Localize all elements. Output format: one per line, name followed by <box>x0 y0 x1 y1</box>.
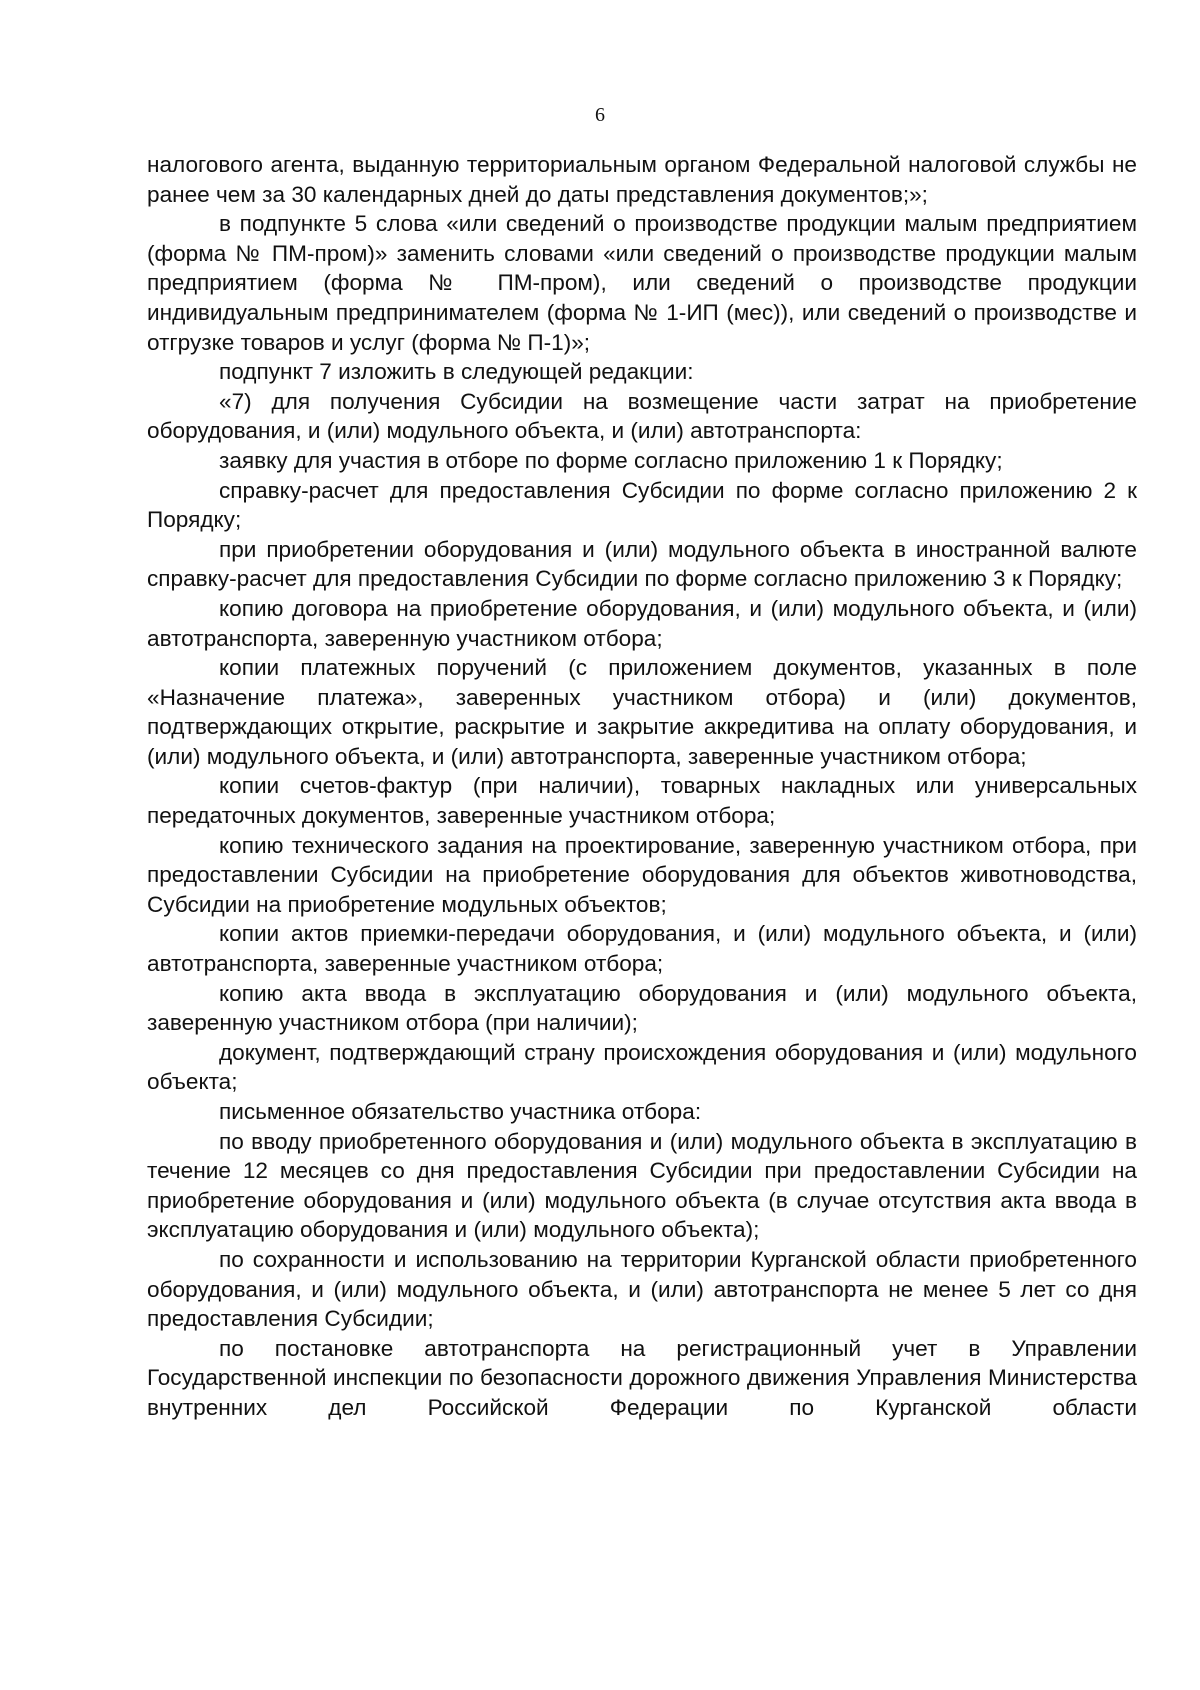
paragraph-technical-task: копию технического задания на проектирование, заверенную участником отбора, при предоставлении Субсидии на приобретение оборудования для объектов животноводства, Субсидии на приобретение модульных объектов; <box>147 832 1137 917</box>
paragraph-commissioning-obligation: по вводу приобретенного оборудования и (или) модульного объекта в эксплуатацию в течение 12 месяцев со дня предоставления Субсидии при предоставлении Субсидии на приобретение оборудования и (или) модульного объекта (в случае отсутствия акта ввода в эксплуатацию оборудования и (или) модульного объекта); <box>147 1128 1137 1243</box>
paragraph-preservation-obligation: по сохранности и использованию на территории Курганской области приобретенного оборудования, и (или) модульного объекта, и (или) автотранспорта не менее 5 лет со дня предоставления Субсидии; <box>147 1246 1137 1332</box>
paragraph-subpoint-7-intro: подпункт 7 изложить в следующей редакции: <box>219 359 694 385</box>
document-body <box>147 150 1137 1423</box>
paragraph-subpoint-5-amendment: в подпункте 5 слова «или сведений о производстве продукции малым предприятием (форма № ПМ-пром)» заменить словами «или сведений о производстве продукции малым предприятием (форма № ПМ-пром), или сведений о производстве продукции индивидуальным предпринимателем (форма № 1-ИП (мес)), или сведений о производстве и отгрузке товаров и услуг (форма № П-1)»; <box>147 211 1137 355</box>
paragraph-calculation-certificate: справку-расчет для предоставления Субсидии по форме согласно приложению 2 к Порядку; <box>147 477 1137 533</box>
paragraph-invoices: копии счетов-фактур (при наличии), товарных накладных или универсальных передаточных документов, заверенные участником отбора; <box>147 773 1137 829</box>
paragraph-foreign-currency: при приобретении оборудования и (или) модульного объекта в иностранной валюте справку-расчет для предоставления Субсидии по форме согласно приложению 3 к Порядку; <box>147 536 1137 592</box>
paragraph-contract-copy: копию договора на приобретение оборудования, и (или) модульного объекта, и (или) автотранспорта, заверенную участником отбора; <box>147 595 1137 651</box>
page-number: 6 <box>595 104 605 126</box>
paragraph-written-obligation: письменное обязательство участника отбора: <box>219 1099 702 1124</box>
paragraph-tax-agent-continuation: налогового агента, выданную территориальным органом Федеральной налоговой службы не ранее чем за 30 календарных дней до даты представления документов;»; <box>147 152 1137 207</box>
paragraph-payment-orders: копии платежных поручений (с приложением документов, указанных в поле «Назначение платежа», заверенных участником отбора) и (или) документов, подтверждающих открытие, раскрытие и закрытие аккредитива на оплату оборудования, и (или) модульного объекта, и (или) автотранспорта, заверенные участником отбора; <box>147 655 1137 769</box>
paragraph-country-of-origin: документ, подтверждающий страну происхождения оборудования и (или) модульного объекта; <box>147 1039 1137 1095</box>
paragraph-subpoint-7-heading: «7) для получения Субсидии на возмещение части затрат на приобретение оборудования, и (или) модульного объекта, и (или) автотранспорта: <box>147 388 1137 444</box>
paragraph-commissioning-act: копию акта ввода в эксплуатацию оборудования и (или) модульного объекта, заверенную участником отбора (при наличии); <box>147 980 1137 1036</box>
paragraph-application: заявку для участия в отборе по форме согласно приложению 1 к Порядку; <box>219 447 1003 473</box>
paragraph-registration-obligation: по постановке автотранспорта на регистрационный учет в Управлении Государственной инспекции по безопасности дорожного движения Управления Министерства внутренних дел Российской Федерации по Курганской области <box>147 1335 1137 1420</box>
paragraph-acceptance-acts: копии актов приемки-передачи оборудования, и (или) модульного объекта, и (или) автотранспорта, заверенные участником отбора; <box>147 921 1137 977</box>
